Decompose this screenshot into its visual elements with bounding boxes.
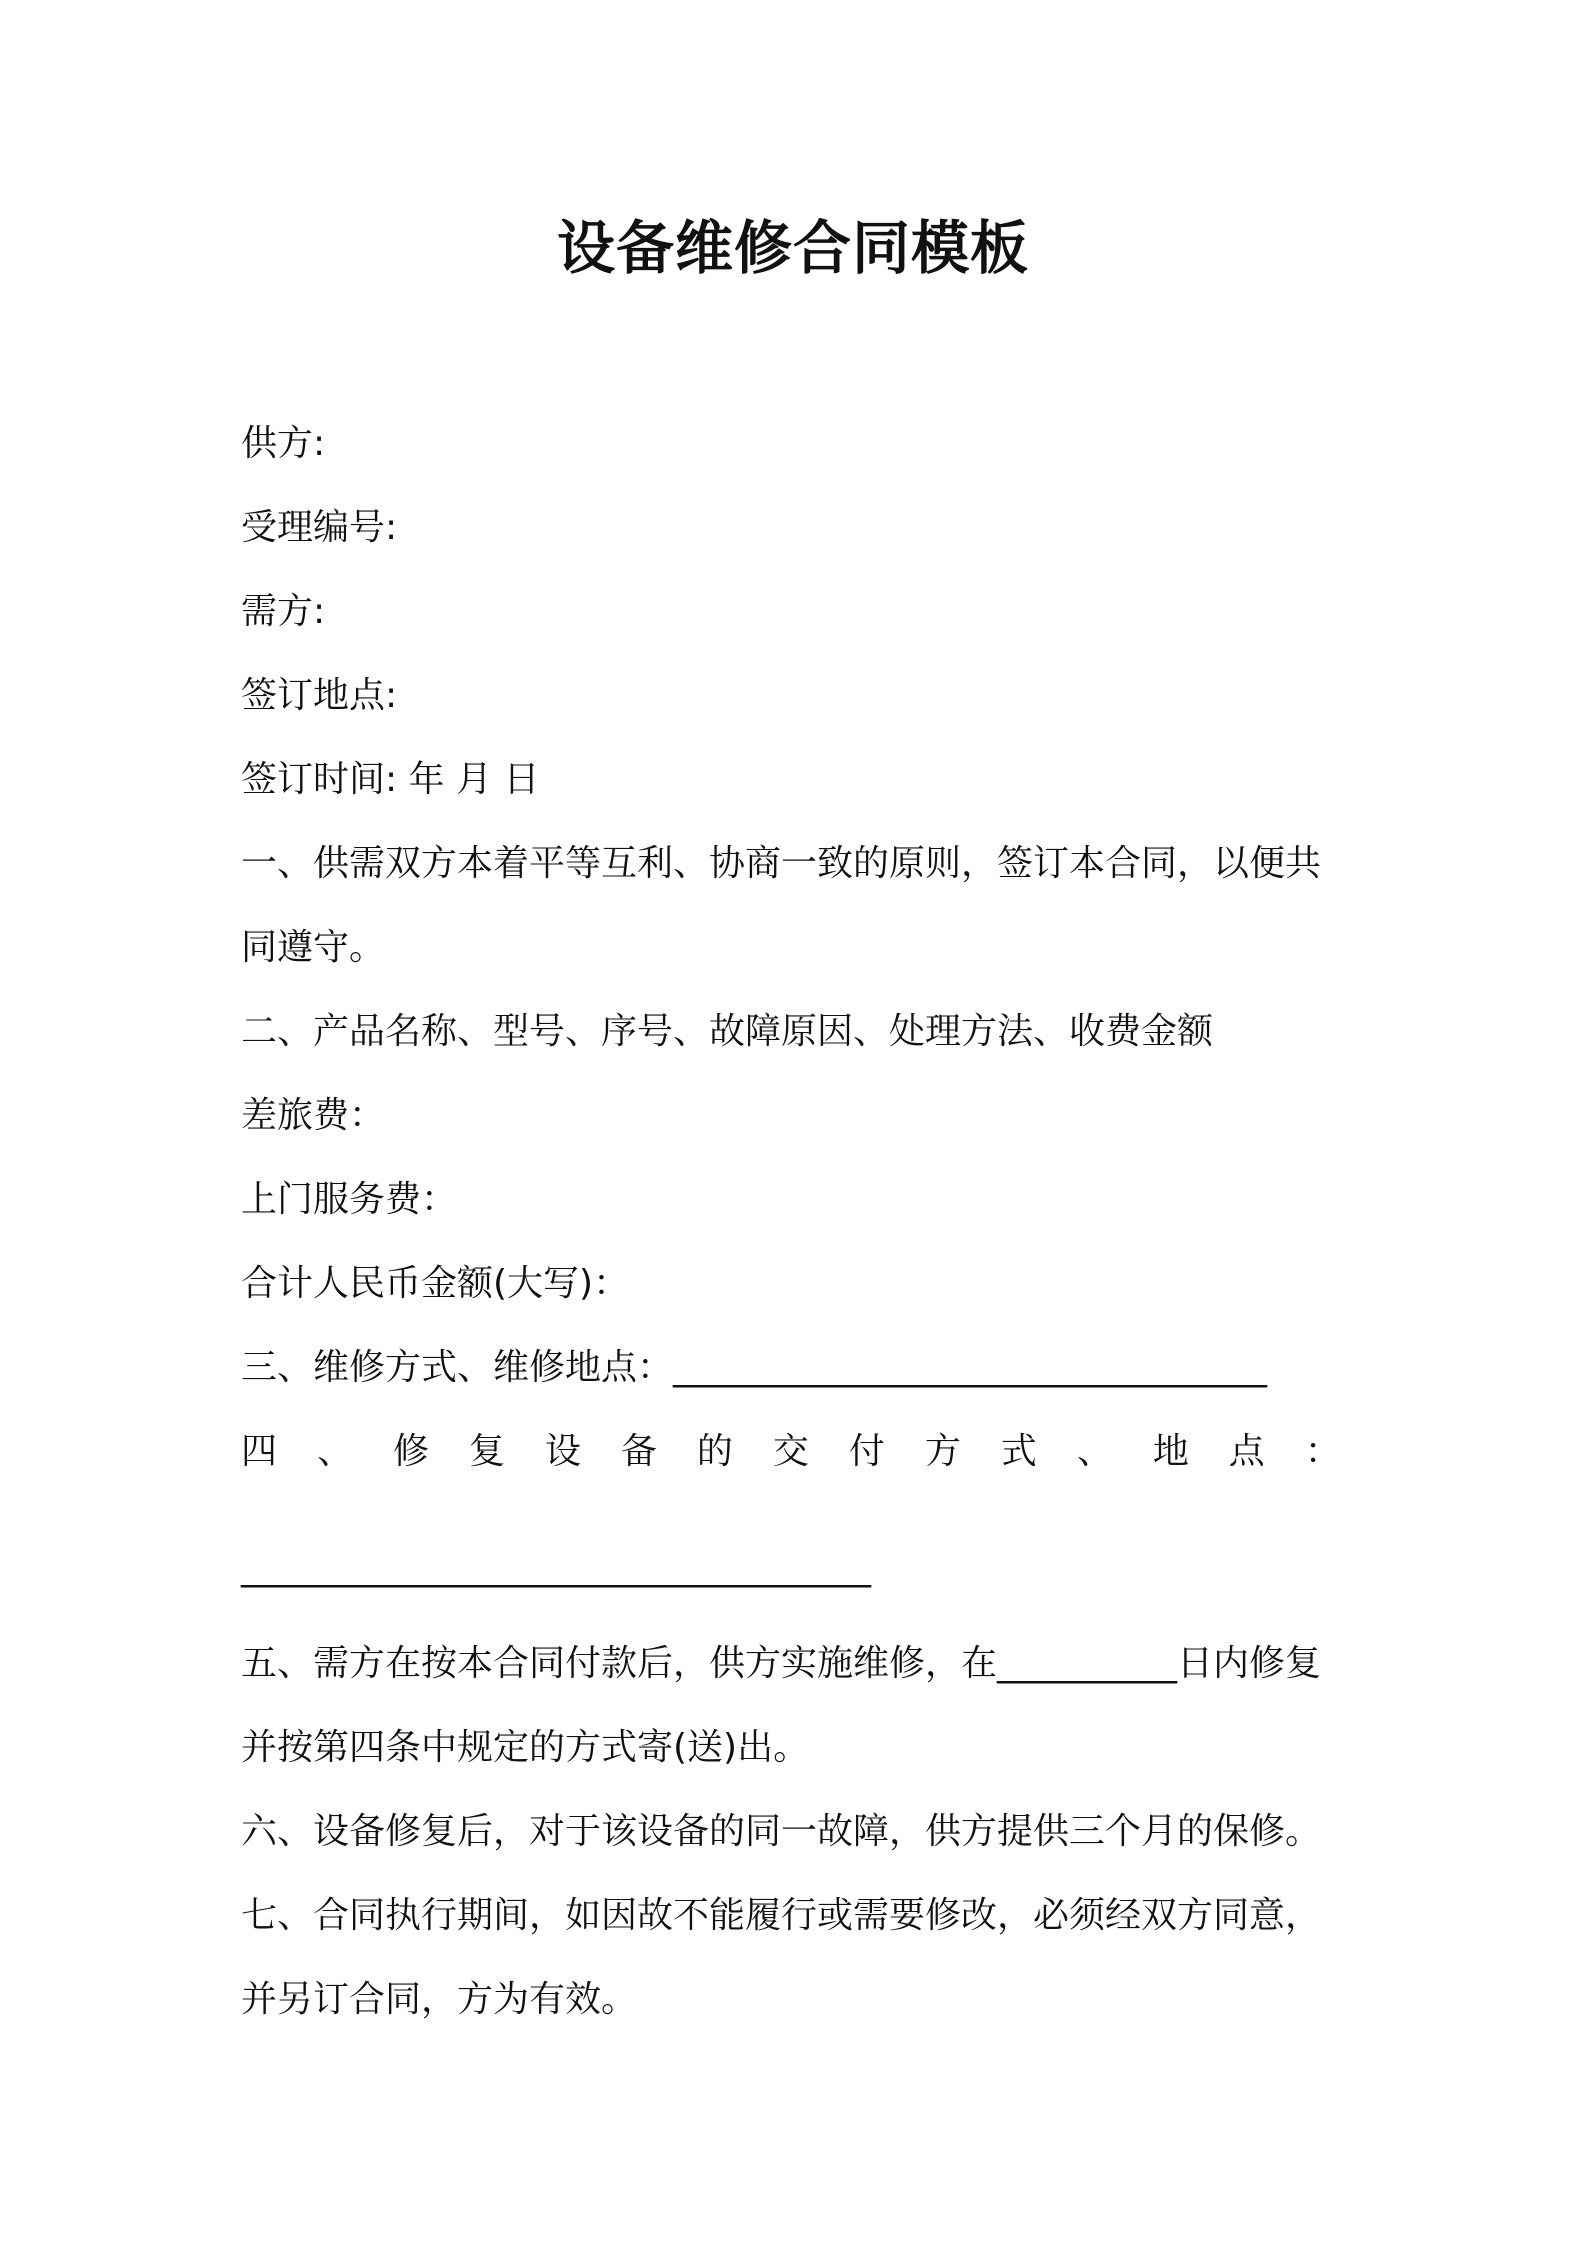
justified-char: 四 [241, 1431, 278, 1472]
clause-3-line: 三、维修方式、维修地点：_________________________________ [241, 1347, 1268, 1388]
justified-char: 地 [1152, 1431, 1189, 1472]
buyer-line: 需方: [241, 591, 326, 632]
justified-char: 式 [1000, 1431, 1037, 1472]
signing-date-line: 签订时间: 年 月 日 [241, 759, 540, 800]
travel-fee-line: 差旅费： [241, 1095, 386, 1136]
justified-char: 备 [620, 1431, 657, 1472]
clause-7-line-2: 并另订合同，方为有效。 [241, 1979, 638, 2020]
justified-char: ： [1304, 1431, 1341, 1472]
justified-char: 点 [1228, 1431, 1265, 1472]
justified-char: 、 [316, 1431, 353, 1472]
clause-1-line-1: 一、供需双方本着平等互利、协商一致的原则，签订本合同，以便共 [241, 843, 1322, 884]
justified-char: 复 [468, 1431, 505, 1472]
clause-4-line [241, 1410, 1341, 1494]
signing-location-line: 签订地点: [241, 675, 398, 716]
clause-5-line-1: 五、需方在按本合同付款后，供方实施维修，在__________日内修复 [241, 1643, 1322, 1684]
justified-char: 的 [696, 1431, 733, 1472]
document-title: 设备维修合同模板 [556, 214, 1029, 282]
justified-char: 、 [1076, 1431, 1113, 1472]
clause-4-blank-line: ___________________________________ [241, 1547, 871, 1588]
clause-5-line-2: 并按第四条中规定的方式寄(送)出。 [241, 1727, 810, 1768]
supplier-line: 供方: [241, 423, 326, 464]
total-amount-line: 合计人民币金额(大写)： [241, 1263, 630, 1304]
clause-2-line: 二、产品名称、型号、序号、故障原因、处理方法、收费金额 [241, 1011, 1214, 1052]
justified-char: 交 [772, 1431, 809, 1472]
justified-char: 方 [924, 1431, 961, 1472]
clause-1-line-2: 同遵守。 [241, 927, 386, 968]
justified-char: 付 [848, 1431, 885, 1472]
document-body [241, 402, 1351, 2042]
service-fee-line: 上门服务费： [241, 1179, 458, 1220]
clause-7-line-1: 七、合同执行期间，如因故不能履行或需要修改，必须经双方同意， [241, 1895, 1322, 1936]
acceptance-number-line: 受理编号: [241, 507, 398, 548]
clause-6-line: 六、设备修复后，对于该设备的同一故障，供方提供三个月的保修。 [241, 1811, 1322, 1852]
justified-char: 修 [392, 1431, 429, 1472]
justified-char: 设 [544, 1431, 581, 1472]
